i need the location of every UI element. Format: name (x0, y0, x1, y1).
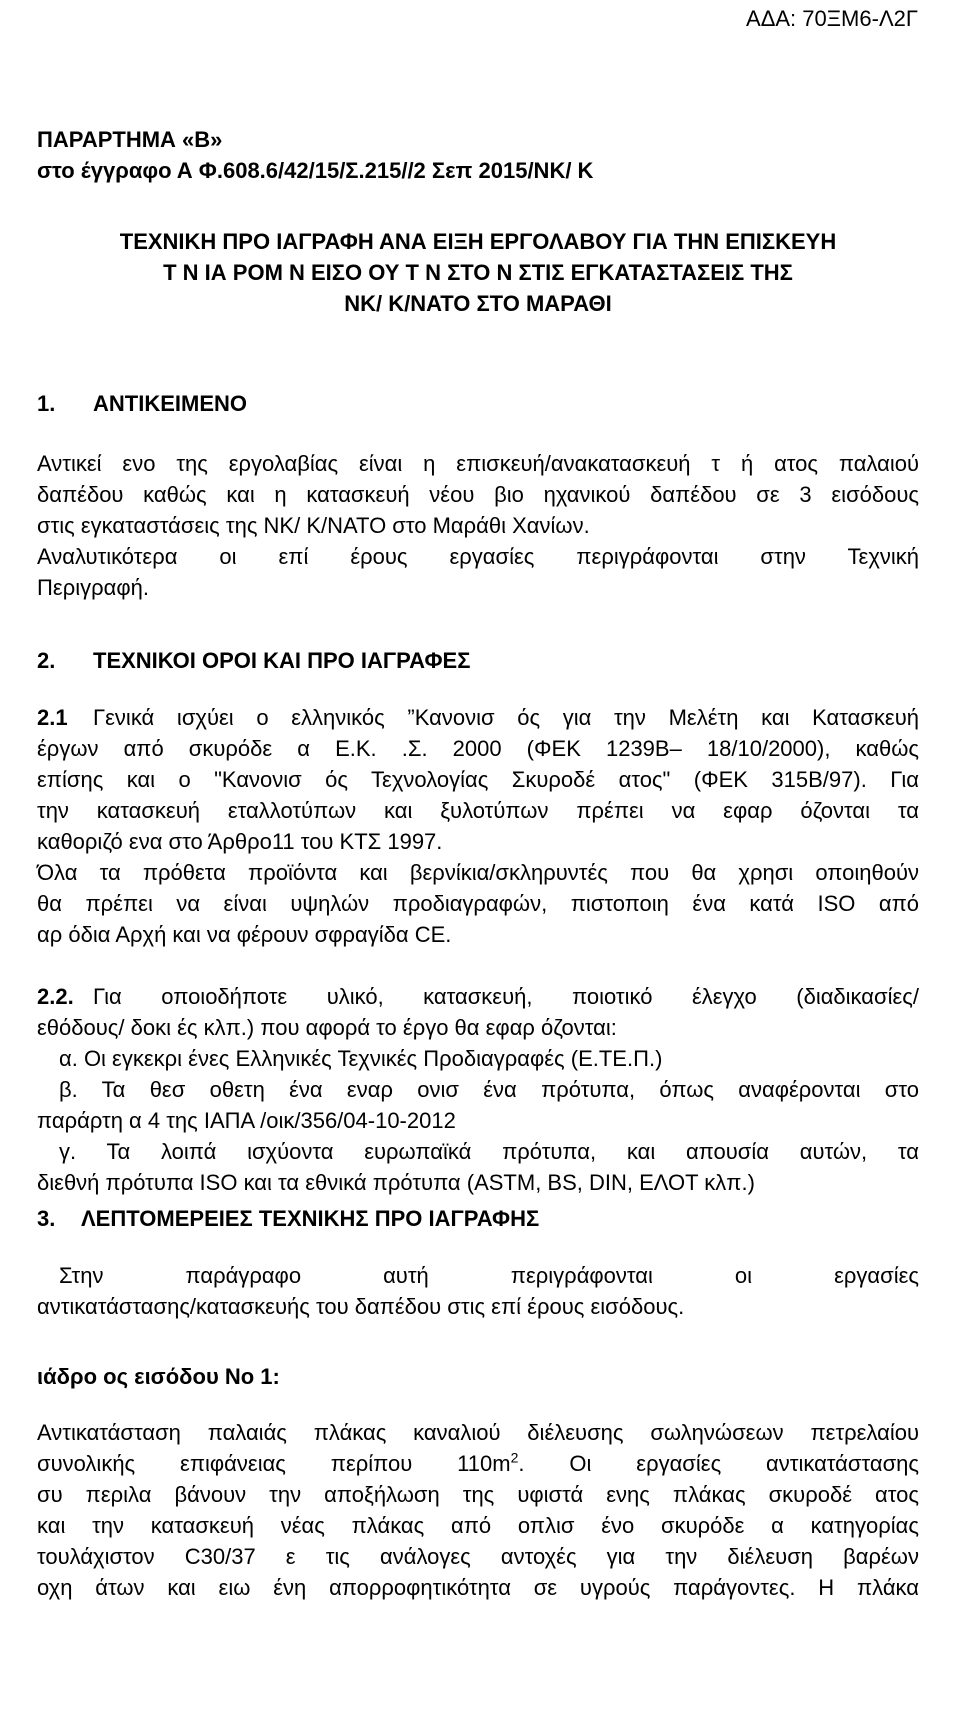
section-title: ΛΕΠΤΟΜΕΡΕΙΕΣ ΤΕΧΝΙΚΗΣ ΠΡΟ ΙΑΓΡΑΦΗΣ (81, 1206, 540, 1231)
list-item-b: β. Τα θεσ οθετη ένα εναρ ονισ ένα πρότυπα, όπως αναφέρονται στο (59, 1077, 919, 1102)
title-line: ΤΕΧΝΙΚΗ ΠΡΟ ΙΑΓΡΑΦΗ ΑΝΑ ΕΙΞΗ ΕΡΓΟΛΑΒΟΥ ΓΙΑ ΤΗΝ ΕΠΙΣΚΕΥΗ (119, 229, 837, 254)
text-run: Για οποιοδήποτε υλικό, κατασκευή, ποιοτικό έλεγχο (διαδικασίες/ (93, 984, 919, 1009)
annex-reference: στο έγγραφο Α Φ.608.6/42/15/Σ.215//2 Σεπ 2015/ΝΚ/ Κ (37, 158, 594, 183)
text-line: την κατασκευή εταλλοτύπων και ξυλοτύπων πρέπει να εφαρ όζονται τα (37, 798, 919, 823)
text-line: Αντικατάσταση παλαιάς πλάκας καναλιού διέλευσης σωληνώσεων πετρελαίου (37, 1420, 919, 1445)
text-run: Γενικά ισχύει ο ελληνικός ”Κανονισ ός για την Μελέτη και Κατασκευή (93, 705, 919, 730)
list-item-a: α. Οι εγκεκρι ένες Ελληνικές Τεχνικές Προδιαγραφές (Ε.ΤΕ.Π.) (59, 1046, 663, 1071)
text-line: Αντικεί ενο της εργολαβίας είναι η επισκευή/ανακατασκευή τ ή ατος παλαιού (37, 451, 919, 476)
superscript: 2 (510, 1449, 519, 1466)
section-1-heading (37, 388, 919, 419)
text-line: τουλάχιστον C30/37 ε τις ανάλογες αντοχές για την διέλευση βαρέων (37, 1544, 919, 1569)
text-line: και την κατασκευή νέας πλάκας από οπλισ ένο σκυρόδε α κατηγορίας (37, 1513, 919, 1538)
corridor-1-body (37, 1417, 919, 1603)
section-3-body (37, 1260, 919, 1322)
ada-code: ΑΔΑ: 70ΞΜ6-Λ2Γ (746, 6, 918, 31)
section-number: 3. (37, 1206, 56, 1231)
list-item-c: γ. Τα λοιπά ισχύοντα ευρωπαϊκά πρότυπα, και απουσία αυτών, τα (59, 1139, 919, 1164)
text-line (37, 1448, 919, 1479)
paragraph-2-1 (37, 702, 919, 950)
text-line: θα πρέπει να είναι υψηλών προδιαγραφών, πιστοποιη ένα κατά ISO από (37, 891, 919, 916)
text-line: Αναλυτικότερα οι επί έρους εργασίες περιγράφονται στην Τεχνική (37, 544, 919, 569)
section-number: 2. (37, 648, 56, 673)
text-line: εθόδους/ δοκι ές κλπ.) που αφορά το έργο θα εφαρ όζονται: (37, 1015, 617, 1040)
text-line: καθοριζό ενα στο Άρθρο11 του ΚΤΣ 1997. (37, 829, 443, 854)
title-line: ΝΚ/ Κ/ΝΑΤΟ ΣΤΟ ΜΑΡΑΘΙ (344, 291, 612, 316)
section-1-body (37, 448, 919, 603)
corridor-1-heading: ιάδρο ος εισόδου Νο 1: (37, 1364, 280, 1389)
text-line: Στην παράγραφο αυτή περιγράφονται οι εργασίες (59, 1263, 919, 1288)
title-line: Τ Ν ΙΑ ΡΟΜ Ν ΕΙΣΟ ΟΥ Τ Ν ΣΤΟ Ν ΣΤΙΣ ΕΓΚΑΤΑΣΤΑΣΕΙΣ ΤΗΣ (163, 260, 793, 285)
paragraph-number: 2.1 (37, 705, 68, 730)
section-title: ΑΝΤΙΚΕΙΜΕΝΟ (93, 391, 247, 416)
text-line: δαπέδου καθώς και η κατασκευή νέου βιο ηχανικού δαπέδου σε 3 εισόδους (37, 482, 919, 507)
section-number: 1. (37, 391, 56, 416)
document-title (37, 226, 919, 319)
paragraph-2-2 (37, 981, 919, 1198)
text-line: Περιγραφή. (37, 575, 149, 600)
section-2-heading (37, 645, 919, 676)
text-line: Όλα τα πρόθετα προϊόντα και βερνίκια/σκληρυντές που θα χρησι οποιηθούν (37, 860, 919, 885)
text-line: αντικατάστασης/κατασκευής του δαπέδου στις επί έρους εισόδους. (37, 1294, 685, 1319)
text-line: στις εγκαταστάσεις της ΝΚ/ Κ/ΝΑΤΟ στο Μαράθι Χανίων. (37, 513, 590, 538)
text-line (37, 981, 919, 1012)
section-3-heading (37, 1203, 919, 1234)
section-title: ΤΕΧΝΙΚΟΙ ΟΡΟΙ ΚΑΙ ΠΡΟ ΙΑΓΡΑΦΕΣ (93, 648, 471, 673)
text-line: έργων από σκυρόδε α Ε.Κ. .Σ. 2000 (ΦΕΚ 1239Β– 18/10/2000), καθώς (37, 736, 919, 761)
annex-title: ΠΑΡΑΡΤΗΜΑ «Β» (37, 127, 223, 152)
text-line: οχη άτων και ειω ένη απορροφητικότητα σε υγρούς παράγοντες. Η πλάκα (37, 1575, 919, 1600)
text-line: διεθνή πρότυπα ISO και τα εθνικά πρότυπα (ASTM, BS, DIN, ΕΛΟΤ κλπ.) (37, 1170, 755, 1195)
text-line: παράρτη α 4 της ΙΑΠΑ /οικ/356/04-10-2012 (37, 1108, 456, 1133)
paragraph-number: 2.2. (37, 984, 74, 1009)
text-line: επίσης και ο "Κανονισ ός Τεχνολογίας Σκυροδέ ατος" (ΦΕΚ 315Β/97). Για (37, 767, 919, 792)
text-line: συ περιλα βάνουν την αποξήλωση της υφιστά ενης πλάκας σκυροδέ ατος (37, 1482, 919, 1507)
text-run: . Οι εργασίες αντικατάστασης (518, 1451, 919, 1476)
text-line: αρ όδια Αρχή και να φέρουν σφραγίδα CE. (37, 922, 452, 947)
text-line (37, 702, 919, 733)
text-run: συνολικής επιφάνειας περίπου 110m (37, 1451, 511, 1476)
